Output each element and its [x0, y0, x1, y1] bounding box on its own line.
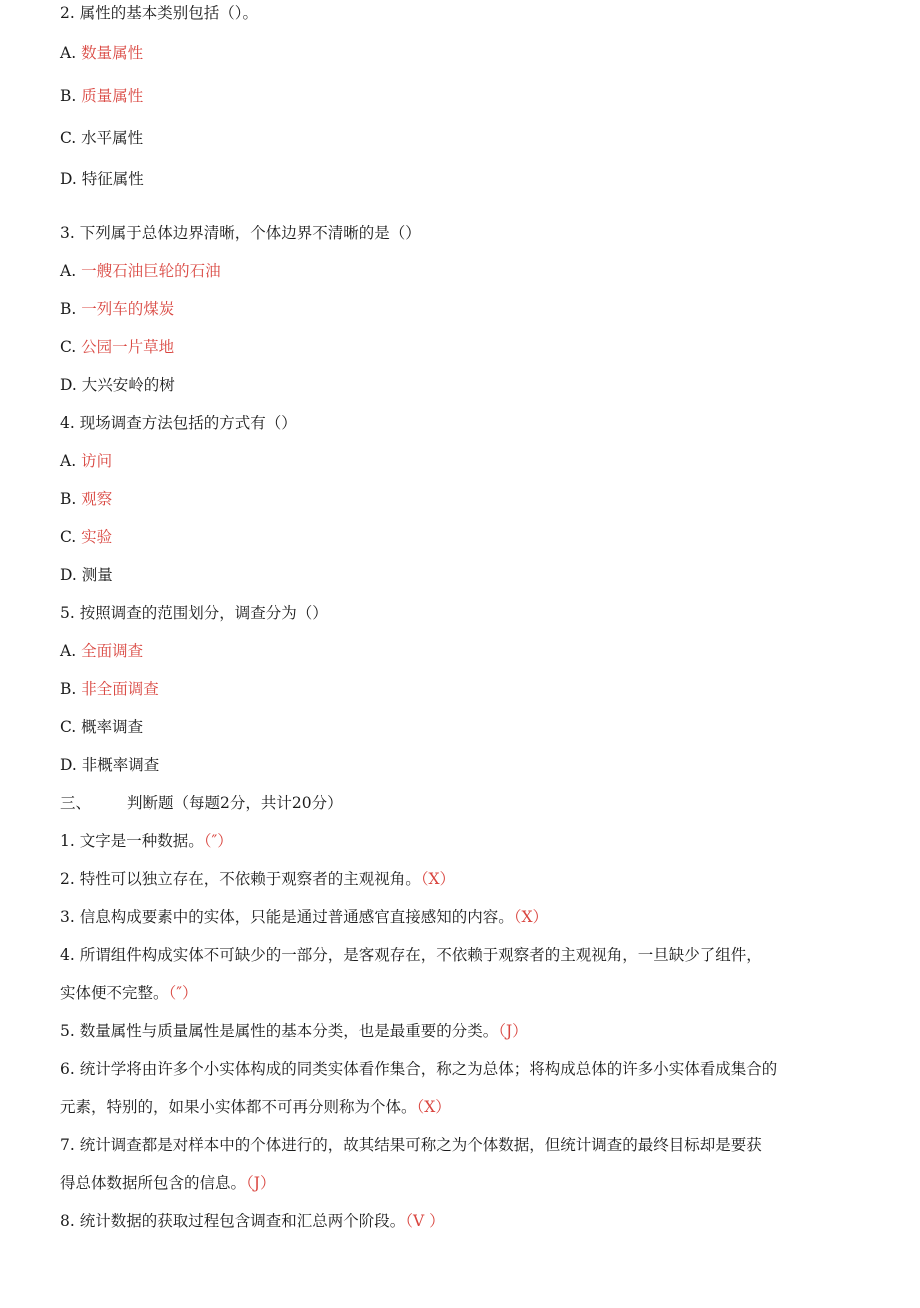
- tf-text: 元素，特别的，如果小实体都不可再分则称为个体。: [60, 1098, 417, 1116]
- tf-answer: （X）: [513, 908, 549, 926]
- option-text: 数量属性: [81, 44, 144, 62]
- tf-item-6-line-1: 6. 统计学将由许多个小实体构成的同类实体看作集合，称之为总体；将构成总体的许多小实体看成集合的: [60, 1060, 778, 1078]
- tf-item-3: [60, 907, 548, 927]
- q3-option-b: [60, 299, 174, 319]
- question-5-stem: 5. 按照调查的范围划分，调查分为（）: [60, 604, 328, 622]
- question-3-stem: 3. 下列属于总体边界清晰，个体边界不清晰的是（）: [60, 224, 421, 242]
- q3-option-d: [60, 375, 175, 395]
- option-prefix: D.: [60, 566, 82, 584]
- q4-option-b: [60, 489, 112, 509]
- option-prefix: A.: [60, 452, 82, 470]
- tf-answer: （″）: [203, 832, 233, 850]
- option-prefix: A.: [60, 44, 82, 62]
- q5-option-a: [60, 641, 143, 661]
- option-text: 全面调查: [81, 642, 144, 660]
- q5-option-c: [60, 717, 143, 737]
- section-title: 判断题（每题2分，共计20分）: [127, 794, 343, 812]
- option-text: 大兴安岭的树: [81, 376, 175, 394]
- tf-item-4-line-1: 4. 所谓组件构成实体不可缺少的一部分，是客观存在，不依赖于观察者的主观视角，一旦缺少了组件，: [60, 946, 762, 964]
- option-text: 访问: [81, 452, 113, 470]
- tf-item-6-line-2: [60, 1097, 451, 1117]
- q2-option-b: [60, 86, 143, 106]
- tf-text: 5. 数量属性与质量属性是属性的基本分类，也是最重要的分类。: [60, 1022, 499, 1040]
- q2-option-d: [60, 169, 144, 189]
- option-prefix: D.: [60, 170, 82, 188]
- q4-option-c: [60, 527, 112, 547]
- section-number: 三、: [60, 794, 92, 812]
- option-prefix: B.: [60, 300, 82, 318]
- tf-item-4-line-2: [60, 983, 198, 1003]
- tf-text: 实体便不完整。: [60, 984, 169, 1002]
- tf-text: 1. 文字是一种数据。: [60, 832, 204, 850]
- option-prefix: A.: [60, 642, 82, 660]
- option-text: 非全面调查: [81, 680, 159, 698]
- option-prefix: A.: [60, 262, 82, 280]
- tf-answer: （″）: [168, 984, 198, 1002]
- tf-answer: （J）: [246, 1174, 276, 1192]
- q3-option-a: [60, 261, 221, 281]
- option-text: 实验: [81, 528, 113, 546]
- option-prefix: B.: [60, 680, 82, 698]
- option-text: 非概率调查: [81, 756, 160, 774]
- tf-answer: （J）: [498, 1022, 528, 1040]
- option-text: 质量属性: [81, 87, 144, 105]
- tf-item-1: [60, 831, 233, 851]
- option-text: 概率调查: [81, 718, 144, 736]
- tf-item-7-line-1: 7. 统计调查都是对样本中的个体进行的，故其结果可称之为个体数据，但统计调查的最终目标却是要获: [60, 1136, 762, 1154]
- option-text: 测量: [81, 566, 113, 584]
- option-prefix: C.: [60, 338, 82, 356]
- question-4-stem: 4. 现场调查方法包括的方式有（）: [60, 414, 297, 432]
- option-prefix: D.: [60, 756, 82, 774]
- tf-text: 8. 统计数据的获取过程包含调查和汇总两个阶段。: [60, 1212, 406, 1230]
- tf-item-7-line-2: [60, 1173, 275, 1193]
- option-prefix: D.: [60, 376, 82, 394]
- q2-option-c: [60, 128, 143, 148]
- option-text: 一列车的煤炭: [81, 300, 175, 318]
- option-prefix: B.: [60, 87, 82, 105]
- tf-text: 2. 特性可以独立存在，不依赖于观察者的主观视角。: [60, 870, 421, 888]
- tf-answer: （X）: [416, 1098, 451, 1116]
- option-prefix: B.: [60, 490, 82, 508]
- option-text: 观察: [81, 490, 113, 508]
- tf-answer: （V ）: [405, 1212, 445, 1230]
- question-2-stem: 2. 属性的基本类别包括（）。: [60, 4, 258, 22]
- option-text: 一艘石油巨轮的石油: [81, 262, 221, 280]
- q5-option-b: [60, 679, 159, 699]
- option-text: 水平属性: [81, 129, 144, 147]
- tf-item-5: [60, 1021, 528, 1041]
- option-text: 特征属性: [81, 170, 144, 188]
- option-text: 公园一片草地: [81, 338, 175, 356]
- tf-answer: （X）: [420, 870, 456, 888]
- q5-option-d: [60, 755, 159, 775]
- section-3-heading: [60, 793, 343, 813]
- option-prefix: C.: [60, 129, 82, 147]
- tf-text: 得总体数据所包含的信息。: [60, 1174, 247, 1192]
- q4-option-a: [60, 451, 112, 471]
- tf-item-2: [60, 869, 455, 889]
- q2-option-a: [60, 43, 143, 63]
- tf-item-8: [60, 1211, 445, 1231]
- tf-text: 3. 信息构成要素中的实体，只能是通过普通感官直接感知的内容。: [60, 908, 514, 926]
- option-prefix: C.: [60, 528, 82, 546]
- q4-option-d: [60, 565, 113, 585]
- q3-option-c: [60, 337, 174, 357]
- option-prefix: C.: [60, 718, 82, 736]
